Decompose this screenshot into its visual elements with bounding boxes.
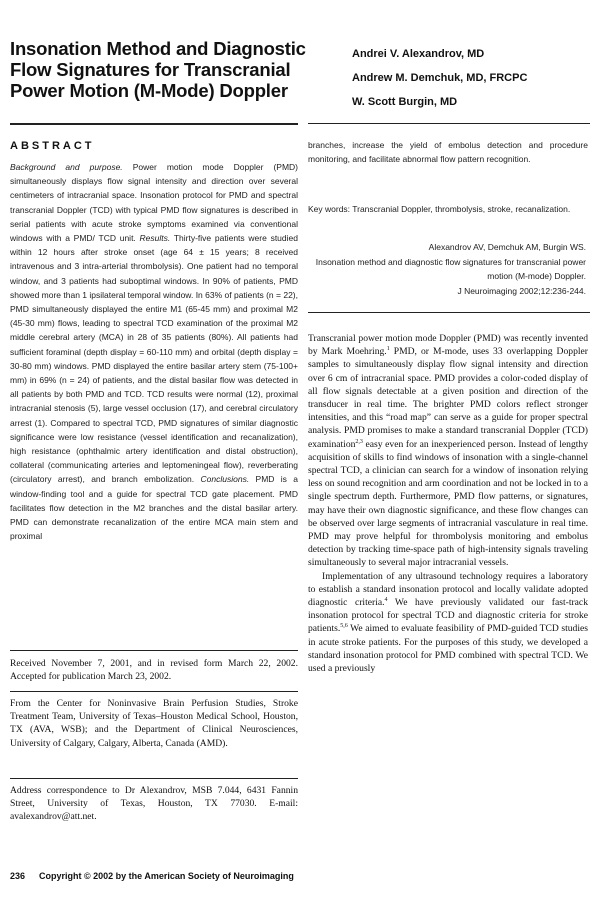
divider [308,123,590,124]
citation-block [308,240,586,298]
abstract-text: PMD is a window-finding tool and a guide for spectral TCD gate placement. PMD facilitates flow detection in the M2 branches and the distal basilar artery. PMD can demonstrate recanalization of the entire MCA main stem and proximal [10,474,299,542]
reference-mark: 4 [384,596,388,603]
keywords: Key words: Transcranial Doppler, thrombolysis, stroke, recanalization. [308,204,571,214]
page-footer [10,871,294,881]
paragraph: Implementation of any ultrasound technology requires a laboratory to establish a standard insonation protocol and locally validate adopted diagnostic criteria.$^4$ We have previously validated our fast-track insonation protocol for spectral TCD and diagnostic criteria for stroke patients.$^{5,6}$ We aimed to evaluate feasibility of PMD-guided TCD studies in acute stroke patients. For the purposes of this study, we developed a standard insonation protocol for PMD combined with spectral TCD. We used a previously [308,570,588,675]
body-text [308,332,588,675]
divider [10,691,298,692]
abstract-text: Power motion mode Doppler (PMD) simultaneously displays flow signal intensity and direction over several centimeters of intracranial space. Insonation protocol for PMD and spectral transcranial Doppler (TCD) with typical PMD flow signatures is described in serial patients with acute stroke symptoms examined via conventional windows with a PMD/ TCD unit. [10,162,298,244]
abstract-label: Background and purpose. [10,162,123,172]
abstract-heading: ABSTRACT [10,140,95,152]
correspondence-address: Address correspondence to Dr Alexandrov, MSB 7.044, 6431 Fannin Street, University of Texas, Houston, TX 77030. E-mail: avalexandrov@att.net. [10,785,298,823]
article-title: Insonation Method and Diagnostic Flow Signatures for Transcranial Power Motion (M-Mode) Doppler [10,38,306,101]
abstract-label: Results. [139,233,171,244]
received-note: Received November 7, 2001, and in revised form March 22, 2002. Accepted for publication March 23, 2002. [10,658,298,682]
divider [308,312,590,313]
affiliation-note: From the Center for Noninvasive Brain Perfusion Studies, Stroke Treatment Team, University of Texas–Houston Medical School, Houston, TX (AVA, WSB); and the Department of Clinical Neurosciences, University of Calgary, Calgary, Alberta, Canada (AMD). [10,698,298,749]
citation-journal: J Neuroimaging 2002;12:236-244. [457,285,586,296]
abstract-body [10,160,298,543]
paragraph: Transcranial power motion mode Doppler (PMD) was recently invented by Mark Moehring.$^1$ PMD, or M-mode, uses 33 overlapping Doppler samples to simultaneously display flow signal intensity and direction over 6 cm of intracranial space. PMD provides a color-coded display of all flow signals detectable at a given position and direction of the transducer in real time. The brighter PMD colors reflect stronger intensities, and this “road map” can serve as a guide for proper spectral analysis. PMD promises to make a standard transcranial Doppler (TCD) examination$^{2,3}$ easy even for an inexperienced person. Instead of lengthy acquisition of skills to find windows of insonation with a single-channel spectral TCD, a clinician can search for a window of insonation relying less on sound recognition and arm coordination and not be locked in to a single spectrum depth. Furthermore, PMD flow patterns, or signatures, may have their own diagnostic significance, and these flow changes can be observed over large segments of intracranial vasculature in real time. PMD may prove helpful for thrombolysis monitoring and embolus detection by tracking time-space path of high-intensity signals traveling simultaneously to several major intracranial vessels. [308,333,588,569]
divider [10,778,298,779]
reference-mark: 2,3 [355,438,363,445]
author-name: Andrew M. Demchuk, MD, FRCPC [352,72,528,84]
reference-mark: 5,6 [340,623,348,630]
abstract-label: Conclusions. [200,474,250,485]
abstract-continuation: branches, increase the yield of embolus detection and procedure monitoring, and facilitate abnormal flow pattern recognition. [308,140,588,165]
citation-authors: Alexandrov AV, Demchuk AM, Burgin WS. [428,242,586,252]
divider [10,650,298,651]
divider [10,123,298,125]
page-number: 236 [10,871,26,881]
author-list [352,42,592,114]
author-name: Andrei V. Alexandrov, MD [352,48,485,60]
author-name: W. Scott Burgin, MD [352,96,458,108]
copyright-line: Copyright © 2002 by the American Society of Neuroimaging [39,871,294,881]
citation-title: Insonation method and diagnostic flow signatures for transcranial power motion (M-mode) Doppler. [315,256,586,282]
reference-mark: 1 [386,346,390,353]
abstract-text: Thirty-five patients were studied within 12 hours after stroke onset (age 64 ± 15 years; 8 received intravenous and 3 intra-arterial thrombolysis). One patient had no temporal window, and 3 patients had suboptimal windows. In 90% of patients, PMD showed more than 1 ipsilateral temporal window. In 63% of patients (n = 22), PMD simultaneously displayed the entire M1 (65-45 mm) and proximal M2 (45-30 mm) flows, leading to spectral TCD examination of the proximal M2 middle cerebral artery (MCA) in 28 of 35 patients (80%). All patients had sufficient foraminal (depth display = 60-110 mm) and orbital (depth display = 30-80 mm) windows. PMD displayed the entire basilar artery stem (75-100+ mm) in 69% (n = 24) of patients, and the distal basilar flow was detected in all patients by both PMD and TCD. TCD results were normal (12), proximal intracranial stenosis (5), large vessel occlusion (17), and cerebral circulatory arrest (1). Compared to spectral TCD, PMD signatures of similar diagnostic significance were low resistance (vessel identification and recanalization), high resistance (ophthalmic artery identification and distal obstruction), collateral (communicating arteries and leptomeningeal flow), reverberating (circulatory arrest), and branch embolization. [10,233,298,485]
